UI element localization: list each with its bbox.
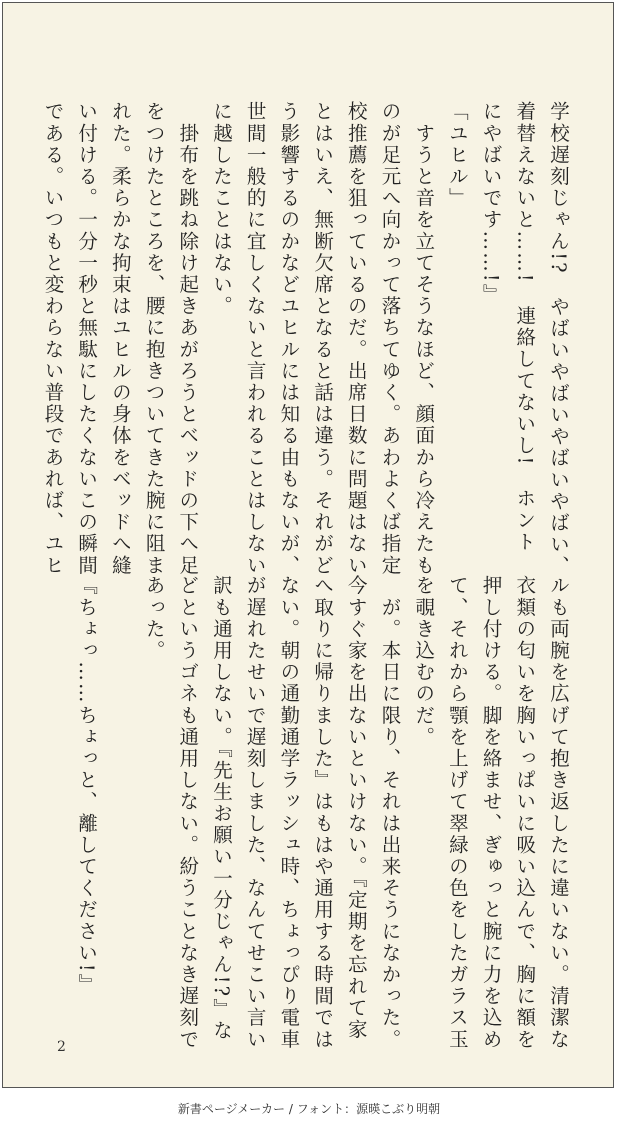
text-line: ない。朝の通勤通学ラッシュ時、ちょっぴり電車 — [277, 575, 301, 1051]
text-line: 『ちょっ……ちょっと、離してください!』 — [75, 575, 99, 996]
text-line: 訳も通用しない。『先生お願い一分じゃん!?』な — [209, 575, 233, 1042]
text-line — [103, 575, 137, 1005]
text-line: あった。 — [142, 575, 166, 662]
text-line: にやばいです……!』 — [479, 101, 503, 306]
text-line: 掛布を跳ね除け起きあがろうとベッドの下へ足 — [176, 101, 200, 577]
text-line: である。いつもと変わらない普段であれば、ユヒ — [41, 101, 65, 577]
text-line: 今すぐ家を出ないといけない。『定期を忘れて家 — [344, 575, 368, 1041]
text-line: て、それから顎を上げて翠緑の色をしたガラス玉 — [445, 575, 469, 1051]
text-line: どというゴネも通用しない。紛うことなき遅刻で — [176, 575, 200, 1051]
text-line: 校推薦を狙っているのだ。出席日数に問題はない — [344, 101, 368, 577]
footer-credit: 新書ページメーカー / フォント：源暎こぶり明朝 — [177, 1102, 441, 1116]
text-block-lower — [69, 575, 575, 1051]
text-line: 着替えないと……! 連絡してないし! ホント — [513, 101, 537, 553]
text-line: 「ユヒル」 — [445, 101, 469, 209]
page-number: 2 — [57, 1039, 66, 1055]
text-line: をつけたところを、腰に抱きついてきた腕に阻ま — [142, 101, 166, 577]
text-line: 押し付ける。脚を絡ませ、ぎゅっと腕に力を込め — [479, 575, 503, 1051]
manuscript-page — [2, 2, 614, 1088]
text-line: れた。柔らかな拘束はユヒルの身体をベッドへ縫 — [108, 101, 132, 577]
text-line: ルも両腕を広げて抱き返したに違いない。清潔な — [547, 575, 570, 1051]
text-line: い付ける。一分一秒と無駄にしたくないこの瞬間 — [75, 101, 99, 577]
text-line: のが足元へ向かって落ちてゆく。あわよくば指定 — [378, 101, 402, 577]
text-line: が。本日に限り、それは出来そうになかった。 — [378, 575, 402, 1051]
text-line: 学校遅刻じゃん!? やばいやばいやばいやばい、 — [547, 101, 570, 578]
text-line: へ取りに帰りました』はもはや通用する時間では — [311, 575, 335, 1051]
text-line: とはいえ、無断欠席となると話は違う。それがど — [311, 101, 335, 577]
text-line: を覗き込むのだ。 — [412, 575, 436, 748]
text-line: すうと音を立てそうなほど、顔面から冷えたも — [412, 101, 436, 577]
text-block-upper — [36, 101, 575, 578]
text-line: に越したことはない。 — [209, 101, 233, 317]
text-line: 衣類の匂いを胸いっぱいに吸い込んで、胸に額を — [513, 575, 537, 1051]
text-line: が遅れたせいで遅刻しました、なんてせこい言い — [243, 575, 267, 1051]
text-line: う影響するのかなどユヒルには知る由もないが、 — [277, 101, 301, 577]
text-line: 世間一般的に宜しくないと言われることはしない — [243, 101, 267, 577]
